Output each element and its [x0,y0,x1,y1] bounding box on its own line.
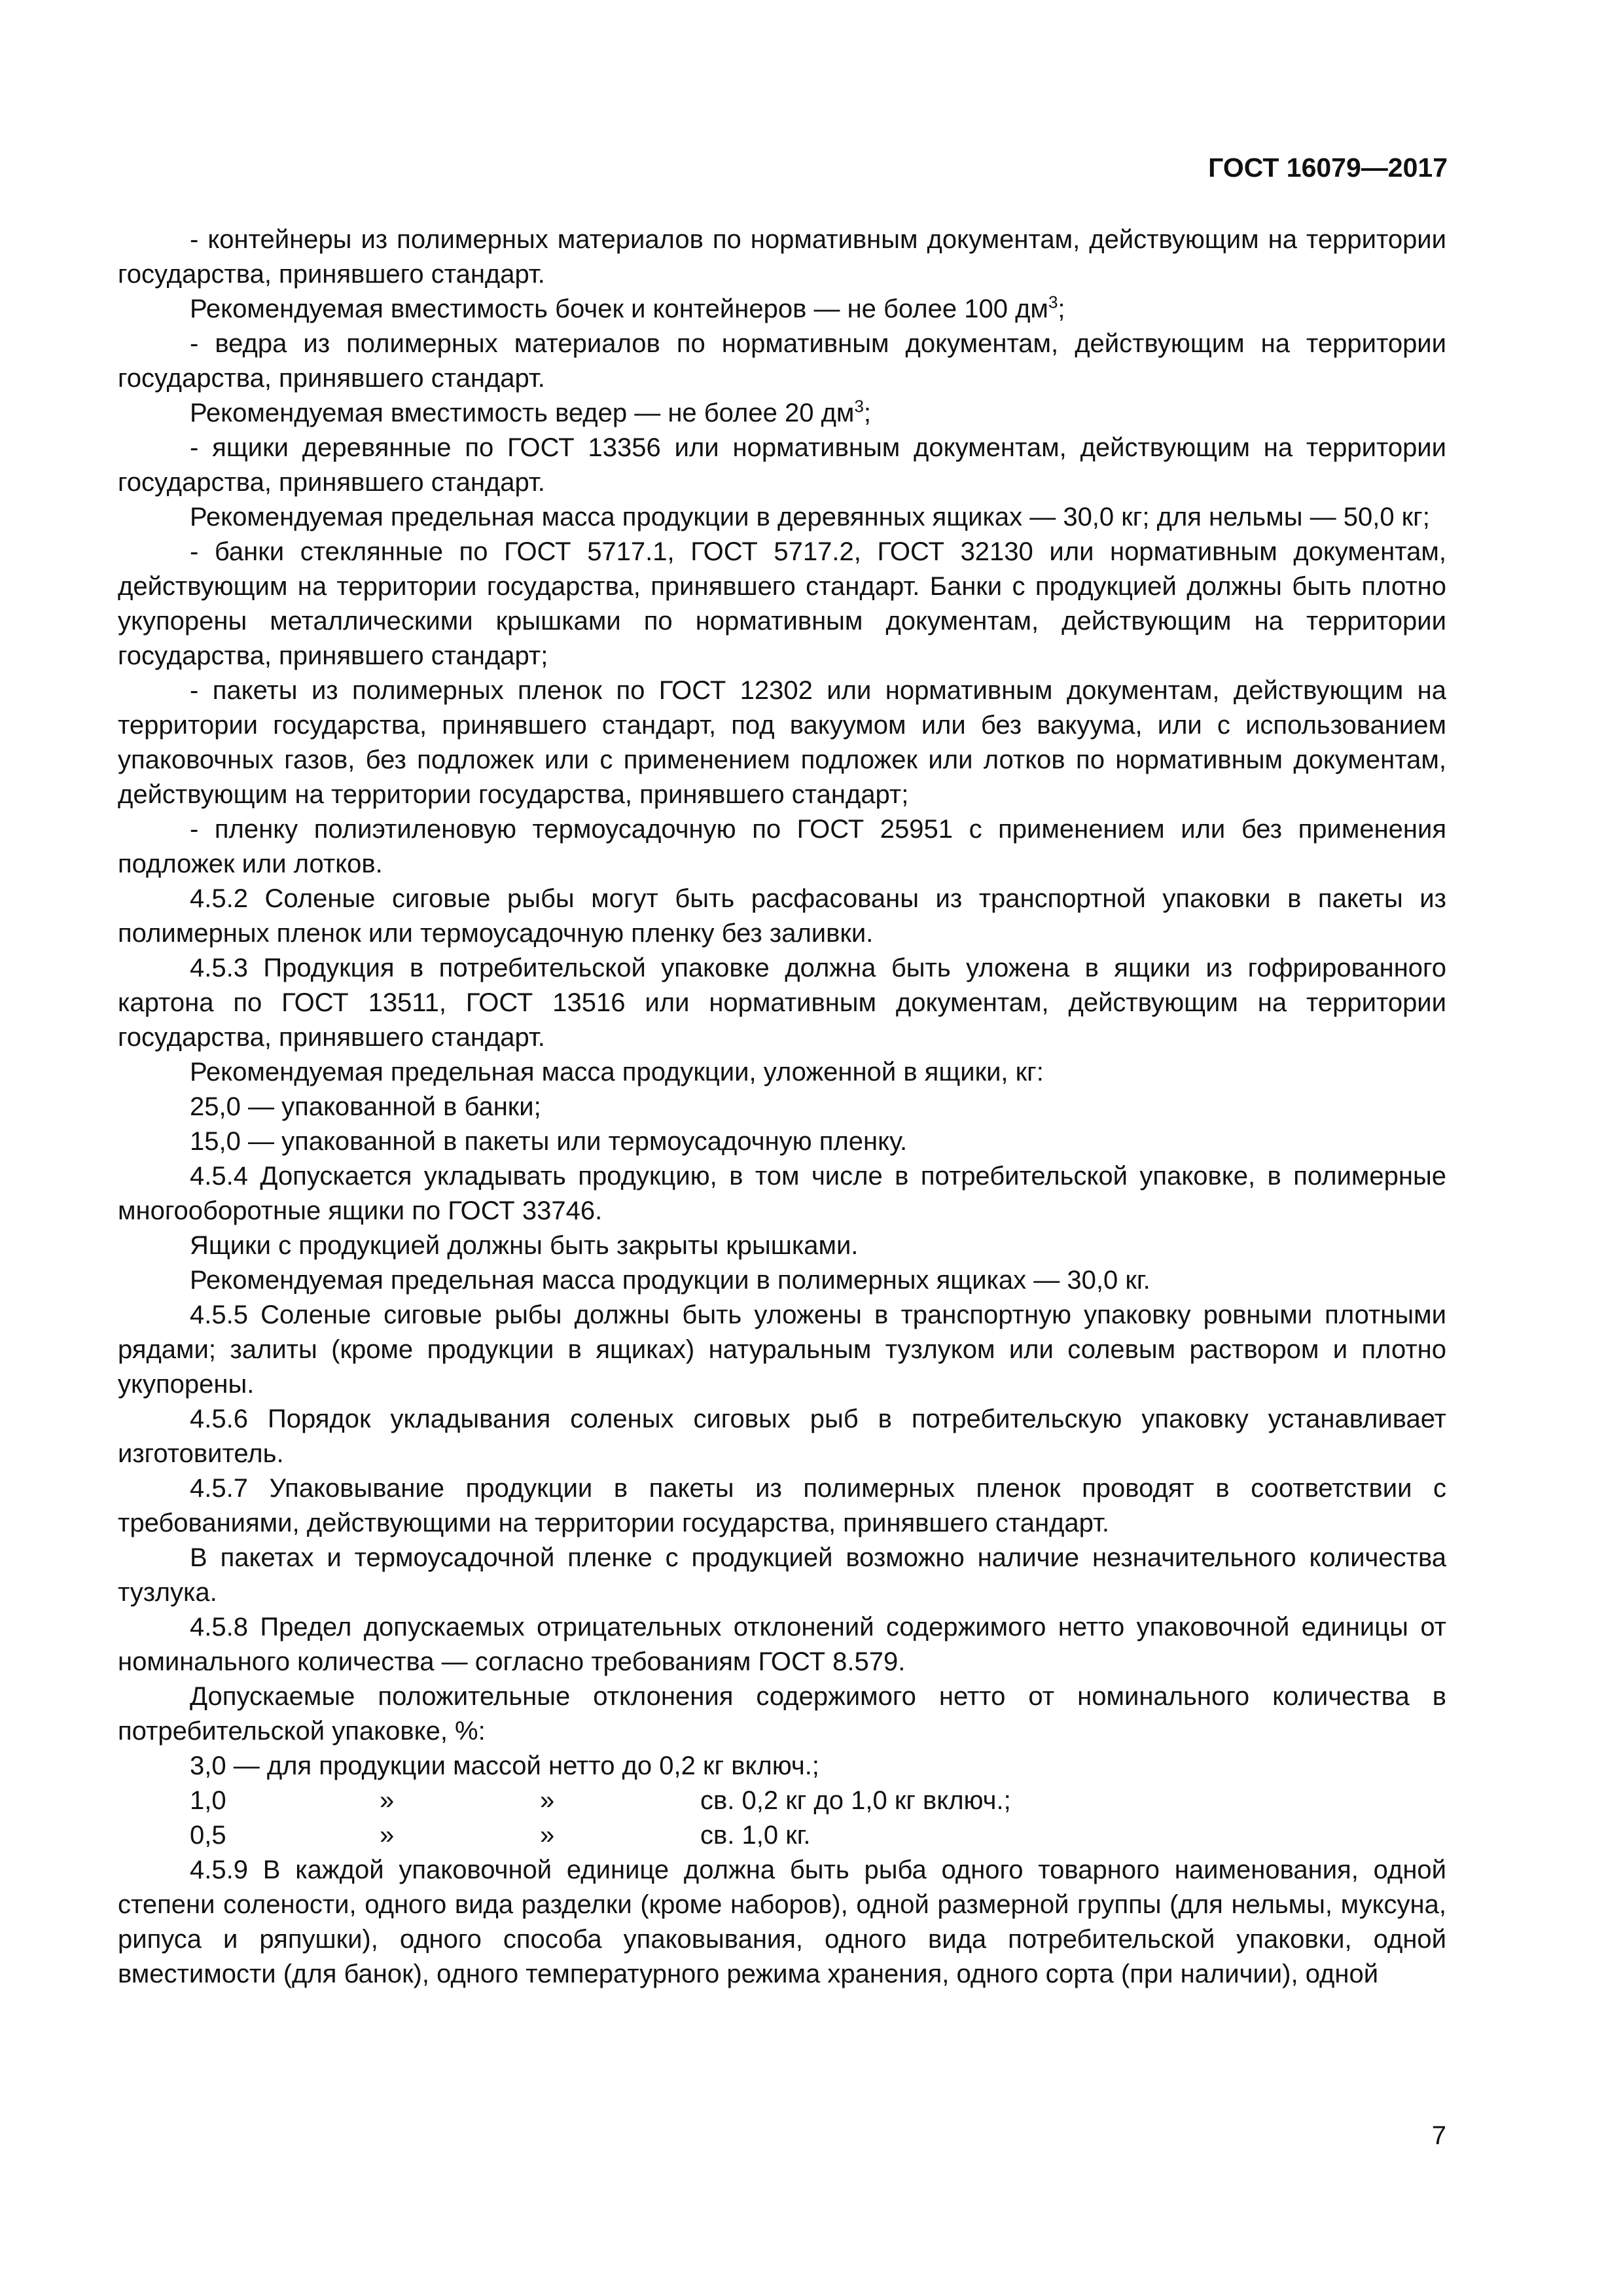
paragraph: Рекомендуемая вместимость бочек и контейнеров — не более 100 $дм^3$; [190,292,1065,323]
paragraph: 4.5.3 Продукция в потребительской упаковке должна быть уложена в ящики из гофрированного картона по ГОСТ 13511, ГОСТ 13516 или нормативным документам, действующим на территории государства, принявшего стандарт. [118,954,1446,1052]
paragraph: Рекомендуемая предельная масса продукции в деревянных ящиках — 30,0 кг; для нельмы — 50,0 кг; [190,503,1430,531]
deviation-table [118,1784,1446,1853]
deviation-value: 0,5 [190,1821,226,1850]
paragraph: - контейнеры из полимерных материалов по нормативным документам, действующим на территории государства, принявшего стандарт. [118,225,1446,289]
paragraph: - пленку полиэтиленовую термоусадочную по ГОСТ 25951 с применением или без применения подложек или лотков. [118,815,1446,878]
superscript: 3 [1048,292,1058,312]
paragraph: 25,0 — упакованной в банки; [190,1092,541,1121]
ditto-mark: » [540,1786,555,1815]
paragraph: 4.5.2 Соленые сиговые рыбы могут быть расфасованы из транспортной упаковки в пакеты из полимерных пленок или термоусадочную пленку без заливки. [118,884,1446,948]
deviation-range: св. 1,0 кг. [700,1821,811,1850]
paragraph: - пакеты из полимерных пленок по ГОСТ 12302 или нормативным документам, действующим на территории государства, принявшего стандарт, под вакуумом или без вакуума, или с использованием упаковочных газов, без подложек или с применением подложек или лотков по нормативным документам, действующим на территории государства, принявшего стандарт; [118,676,1446,809]
paragraph: Рекомендуемая предельная масса продукции, уложенной в ящики, кг: [190,1058,1044,1086]
paragraph: Ящики с продукцией должны быть закрыты крышками. [190,1231,859,1260]
deviation-range: св. 0,2 кг до 1,0 кг включ.; [700,1786,1011,1815]
superscript: 3 [854,396,864,416]
ditto-mark: » [540,1821,555,1850]
paragraph: 3,0 — для продукции массой нетто до 0,2 кг включ.; [190,1751,819,1780]
paragraph: Рекомендуемая предельная масса продукции в полимерных ящиках — 30,0 кг. [190,1266,1150,1295]
ditto-mark: » [380,1786,395,1815]
paragraph: - банки стеклянные по ГОСТ 5717.1, ГОСТ 5717.2, ГОСТ 32130 или нормативным документам, действующим на территории государства, принявшего стандарт. Банки с продукцией должны быть плотно укупорены металлическими крышками по нормативным документам, действующим на территории государства, принявшего стандарт; [118,537,1446,670]
paragraph: 4.5.6 Порядок укладывания соленых сиговых рыб в потребительскую упаковку устанавливает изготовитель. [118,1405,1446,1468]
paragraph: 4.5.8 Предел допускаемых отрицательных отклонений содержимого нетто упаковочной единицы от номинального количества — согласно требованиям ГОСТ 8.579. [118,1613,1446,1676]
paragraph: - ящики деревянные по ГОСТ 13356 или нормативным документам, действующим на территории государства, принявшего стандарт. [118,433,1446,497]
document-body [118,223,1446,1992]
deviation-row [118,1818,1446,1853]
paragraph: 4.5.5 Соленые сиговые рыбы должны быть уложены в транспортную упаковку ровными плотными рядами; залиты (кроме продукции в ящиках) натуральным тузлуком или солевым раствором и плотно укупорены. [118,1300,1446,1399]
paragraph: 4.5.9 В каждой упаковочной единице должна быть рыба одного товарного наименования, одной степени солености, одного вида разделки (кроме наборов), одной размерной группы (для нельмы, муксуна, рипуса и ряпушки), одного способа упаковывания, одного вида потребительской упаковки, одной вместимости (для банок), одного температурного режима хранения, одного сорта (при наличии), одной [118,1856,1446,1988]
paragraph: 4.5.4 Допускается укладывать продукцию, в том числе в потребительской упаковке, в полимерные многооборотные ящики по ГОСТ 33746. [118,1162,1446,1225]
paragraph: 15,0 — упакованной в пакеты или термоусадочную пленку. [190,1127,908,1156]
paragraph: В пакетах и термоусадочной пленке с продукцией возможно наличие незначительного количества тузлука. [118,1543,1446,1607]
paragraph: - ведра из полимерных материалов по нормативным документам, действующим на территории государства, принявшего стандарт. [118,329,1446,393]
document-header [1208,149,1448,186]
paragraph: Рекомендуемая вместимость ведер — не более 20 $дм^3$; [190,396,872,427]
page-number: 7 [1431,2121,1446,2150]
deviation-row [118,1784,1446,1818]
ditto-mark: » [380,1821,395,1850]
paragraph: 4.5.7 Упаковывание продукции в пакеты из полимерных пленок проводят в соответствии с требованиями, действующими на территории государства, принявшего стандарт. [118,1474,1446,1537]
deviation-value: 1,0 [190,1786,226,1815]
paragraph: Допускаемые положительные отклонения содержимого нетто от номинального количества в потребительской упаковке, %: [118,1682,1446,1746]
document-id: ГОСТ 16079—2017 [1208,152,1448,183]
